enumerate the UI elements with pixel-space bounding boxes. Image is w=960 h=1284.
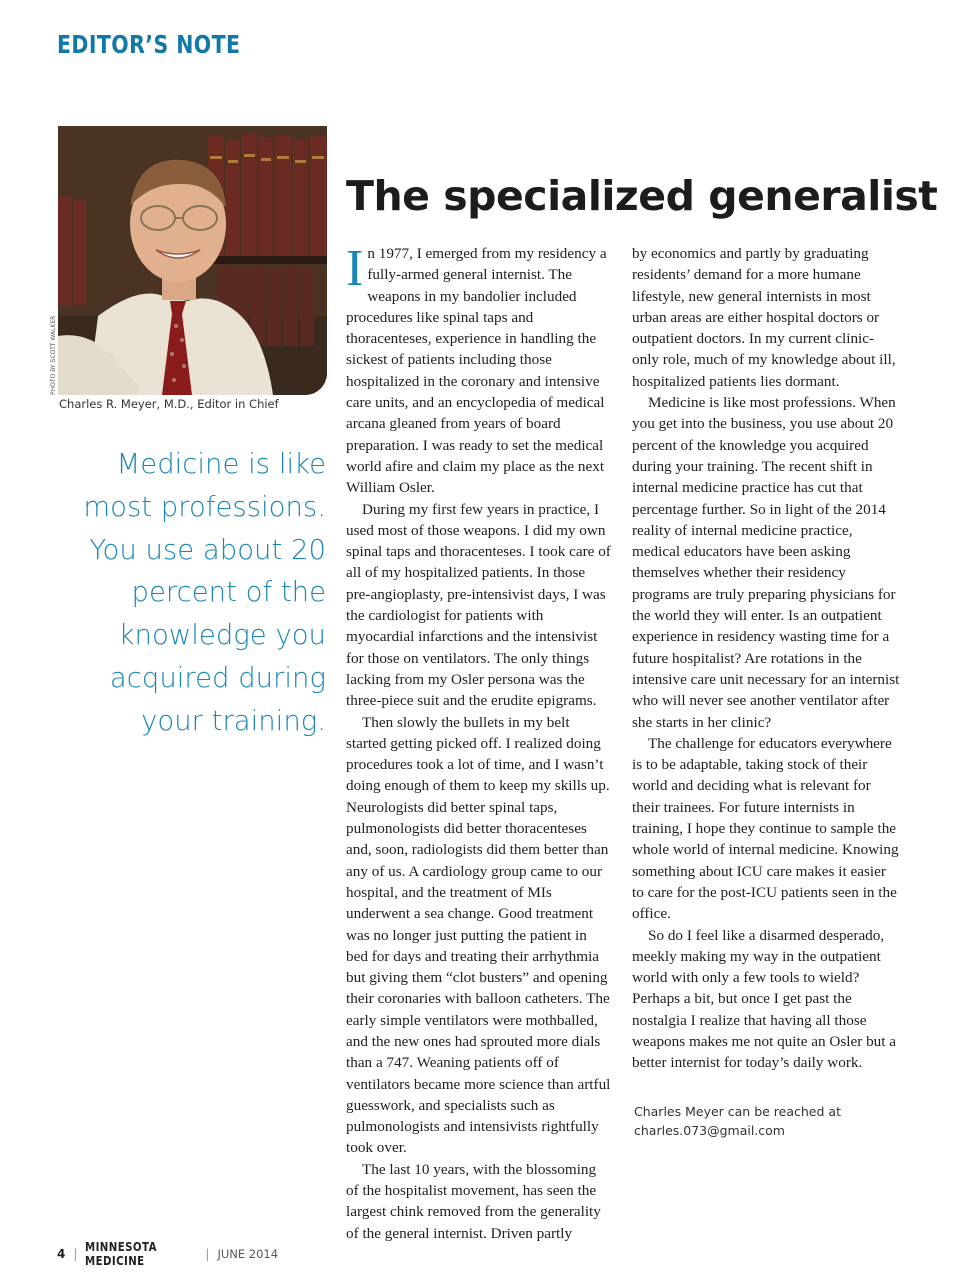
contact-email[interactable]: charles.073@gmail.com — [634, 1122, 785, 1138]
paragraph: Medicine is like most professions. When you get into the business, you use about 20 percent of the knowledge you acquired during your training. The recent shift in internal medicine practice has cut that percentage further. So in light of the 2014 reality of internal medicine practice, medical educators have been asking themselves whether their residency programs are truly preparing physicians for the world they will enter. Is an outpatient experience in residency wasting time for a future hospitalist? Are rotations in the intensive care unit necessary for an internist who will never see another ventilator after she starts in her clinic? — [632, 394, 900, 731]
photo-credit: PHOTO BY SCOTT WALKER — [50, 315, 57, 395]
article-column-1 — [346, 240, 612, 1244]
contact-text: Charles Meyer can be reached at — [634, 1104, 841, 1119]
section-label: EDITOR’S NOTE — [57, 30, 241, 59]
magazine-name: MINNESOTA MEDICINE — [85, 1240, 158, 1268]
author-contact — [634, 1103, 841, 1140]
photo-caption: Charles R. Meyer, M.D., Editor in Chief — [59, 397, 279, 411]
article-headline: The specialized generalist — [346, 172, 938, 220]
paragraph: by economics and partly by graduating residents’ demand for a more humane lifestyle, new general internists in most urban areas are either hospital doctors or outpatient doctors. In my current clinic-only role, much of my knowledge about ill, hospitalized patients lies dormant. — [632, 245, 896, 390]
page-number: 4 — [57, 1247, 66, 1261]
footer-divider: | — [73, 1247, 78, 1261]
pull-quote: Medicine is like most professions. You use about 20 percent of the knowledge you acquired during your training. — [83, 448, 326, 737]
article-column-2 — [632, 243, 900, 1074]
paragraph: During my first few years in practice, I used most of those weapons. I did my own spinal taps and thoracenteses. I took care of all of my hospitalized patients. In those pre-angioplasty, pre-intensivist days, I was the cardiologist for patients with myocardial infarctions and the intensivist for those on ventilators. The only things lacking from my Osler persona was the three-piece suit and the erudite epigrams. — [346, 500, 611, 710]
issue-date: JUNE 2014 — [217, 1247, 279, 1261]
paragraph: The challenge for educators everywhere is to be adaptable, taking stock of their world and deciding what is relevant for their trainees. For future internists in training, I hope they continue to sample the whole world of internal medicine. Knowing something about ICU care makes it easier to care for the post-ICU patients seen in the office. — [632, 734, 899, 923]
author-photo — [58, 126, 327, 395]
footer-divider: | — [205, 1247, 210, 1261]
page-footer — [57, 1240, 278, 1268]
paragraph: In 1977, I emerged from my residency a fully-armed general internist. The weapons in my bandolier included procedures like spinal taps and thoracenteses, experience in handling the sickest of patients including those hospitalized in the coronary and intensive care units, and an encyclopedia of medical arcana gleaned from years of board preparation. I was ready to set the medical world afire and claim my place as the next William Osler. — [346, 240, 607, 497]
paragraph: Then slowly the bullets in my belt started getting picked off. I realized doing procedures took a lot of time, and I wasn’t doing enough of them to keep my skills up. Neurologists did better spinal taps, pulmonologists did better thoracenteses and, soon, radiologists did them better than any of us. A cardiology group came to our hospital, and the treatment of MIs underwent a sea change. Good treatment was no longer just putting the patient in bed for days and treating their arrhythmia but giving them “clot busters” and opening their coronaries with balloon catheters. The early simple ventilators were mothballed, and the new ones had sprouted more dials than a 747. Weaning patients off of ventilators became more science than artful guesswork, and specialists such as pulmonologists and intensivists rightfully took over. — [346, 713, 611, 1157]
paragraph: So do I feel like a disarmed desperado, meekly making my way in the outpatient world with only a few tools to wield? Perhaps a bit, but once I get past the nostalgia I realize that having all those weapons makes me not quite an Osler but a better internist for today’s daily work. — [632, 926, 897, 1072]
drop-cap: I — [346, 240, 364, 297]
paragraph: The last 10 years, with the blossoming of the hospitalist movement, has seen the largest chink removed from the generality of the general internist. Driven partly — [346, 1160, 601, 1242]
